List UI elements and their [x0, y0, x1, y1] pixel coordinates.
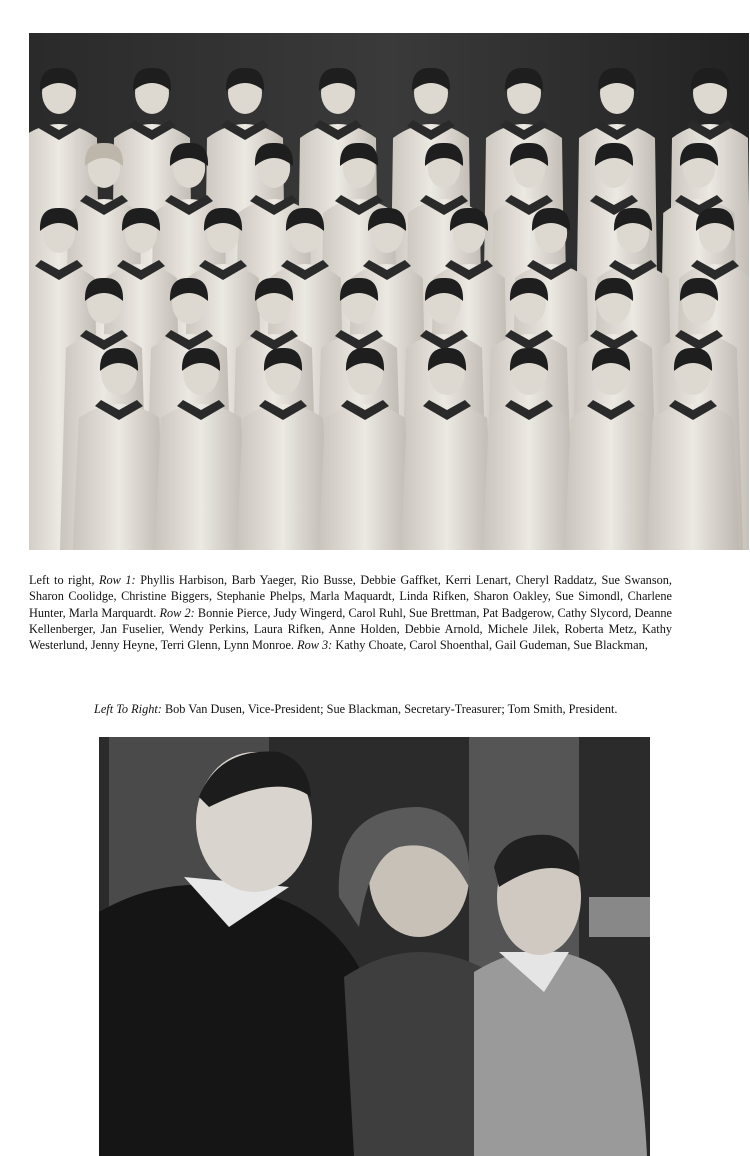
officers-photo-image	[99, 737, 650, 1156]
choir-caption-lead: Left to right,	[29, 573, 99, 587]
officers-photo	[99, 737, 650, 1156]
choir-photo-image	[29, 33, 749, 550]
row1-label: Row 1:	[99, 573, 136, 587]
choir-caption	[29, 572, 672, 653]
row2-names: Bonnie Pierce, Judy Wingerd, Carol Ruhl, Sue Brettman, Pat Badgerow, Cathy Slycord, Deanne Kellenberger, Jan Fuselier, Wendy Perkins, Laura Rifken, Anne Holden, Debbie Arnold, Michele Jilek, Roberta Metz, Kathy Westerlund, Jenny Heyne, Terri Glenn, Lynn Monroe.	[29, 605, 673, 653]
row3-label: Row 3:	[297, 638, 333, 653]
row1-names: Phyllis Harbison, Barb Yaeger, Rio Busse, Debbie Gaffket, Kerri Lenart, Cheryl Raddatz, Sue Swanson, Sharon Coolidge, Christine Biggers, Stephanie Phelps, Marla Maquardt, Linda Rifken, Sharon Oakley, Sue Simondl, Charlene Hunter, Marla Marquardt.	[29, 573, 672, 620]
row2-label: Row 2:	[159, 605, 195, 620]
choir-photo	[29, 33, 749, 550]
officers-caption-names: Bob Van Dusen, Vice-President; Sue Blackman, Secretary-Treasurer; Tom Smith, President.	[161, 702, 618, 716]
officers-caption	[94, 701, 652, 717]
officers-caption-label: Left To Right:	[94, 702, 162, 716]
row3-names: Kathy Choate, Carol Shoenthal, Gail Gudeman, Sue Blackman,	[332, 638, 648, 653]
